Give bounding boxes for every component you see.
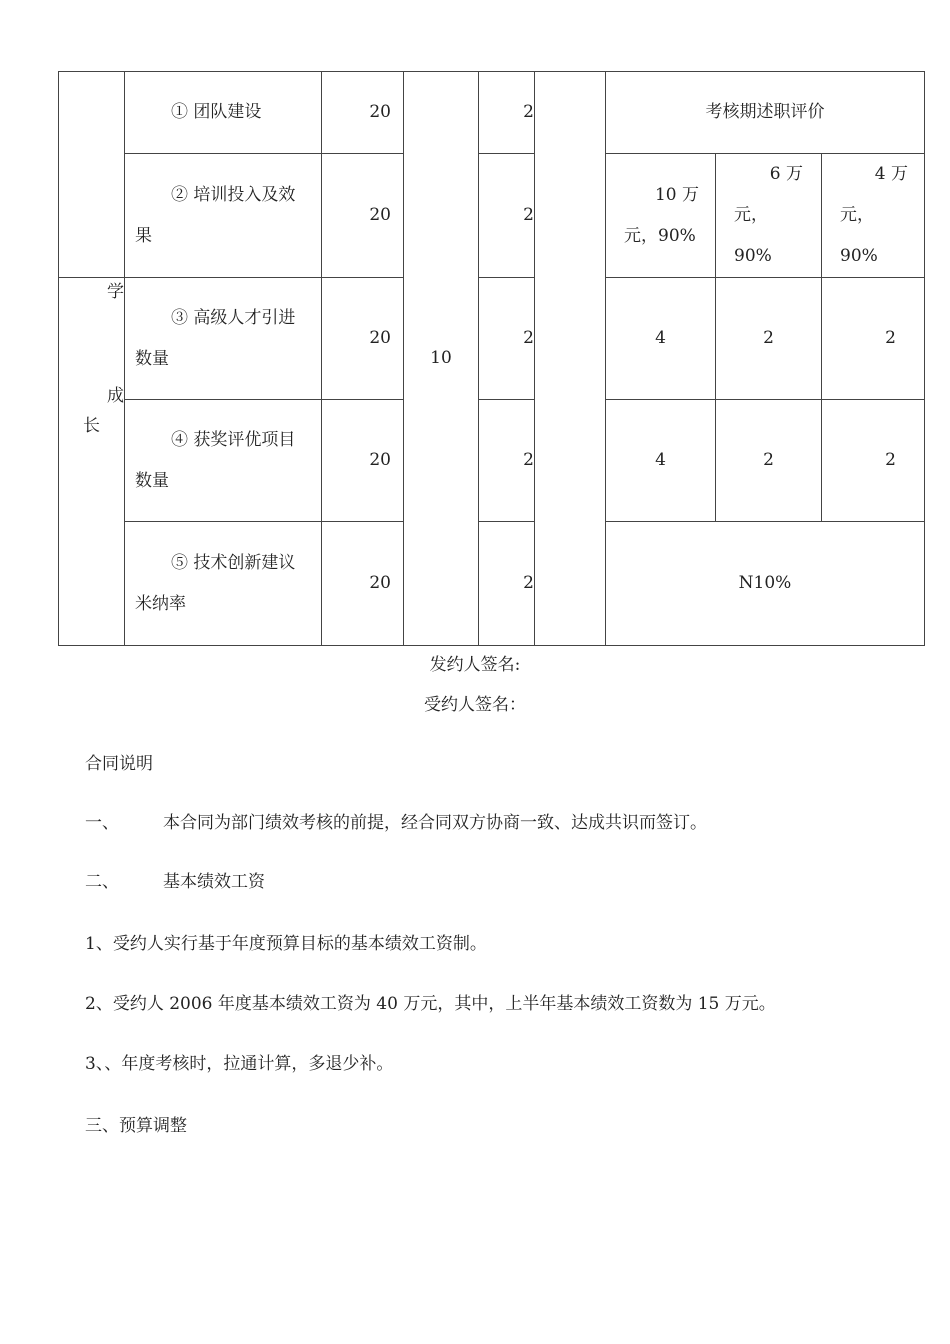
score-cell: 2 — [479, 72, 535, 154]
eval-header: 考核期述职评价 — [606, 72, 925, 154]
target-cell: 2 — [716, 400, 822, 522]
category-char: 学 — [107, 282, 124, 302]
score-cell: 2 — [479, 278, 535, 400]
item-talent: ③ 高级人才引进 数量 — [125, 278, 322, 400]
target-cell: 4 万 元，90% — [822, 154, 925, 278]
target-cell: 2 — [822, 278, 925, 400]
target-cell: 10 万 元，90% — [606, 154, 716, 278]
item-awards: ④ 获奖评优项目 数量 — [125, 400, 322, 522]
weight-cell: 20 — [322, 278, 404, 400]
target-cell: 4 — [606, 278, 716, 400]
weight-cell: 20 — [322, 72, 404, 154]
issuer-signature: 发约人签名: — [429, 655, 521, 675]
note-paragraph-2: 二、 基本绩效工资 — [85, 872, 265, 892]
item-team-building: ① 团队建设 — [125, 72, 322, 154]
weight-cell: 20 — [322, 400, 404, 522]
note-paragraph-1: 一、 本合同为部门绩效考核的前提，经合同双方协商一致、达成共识而签订。 — [85, 813, 707, 833]
weight-cell: 20 — [322, 154, 404, 278]
target-cell: 4 — [606, 400, 716, 522]
item-innovation: ⑤ 技术创新建议 米纳率 — [125, 522, 322, 646]
table-row — [59, 400, 925, 522]
item-training: ② 培训投入及效 果 — [125, 154, 322, 278]
table-row — [59, 154, 925, 278]
score-cell: 2 — [479, 400, 535, 522]
table-row — [59, 522, 925, 646]
category-char: 长 — [83, 416, 100, 436]
target-cell: 2 — [716, 278, 822, 400]
innovation-target: N10% — [606, 522, 925, 646]
target-cell: 2 — [822, 400, 925, 522]
category-cell-top — [59, 72, 125, 278]
table-row — [59, 72, 925, 154]
recipient-signature: 受约人签名： — [424, 695, 526, 715]
score-cell: 2 — [479, 522, 535, 646]
note-paragraph-4: 2、受约人 2006 年度基本绩效工资为 40 万元，其中，上半年基本绩效工资数为 15 万元。 — [85, 994, 776, 1014]
assessment-table — [58, 71, 925, 646]
category-label-cell — [59, 278, 125, 646]
table-row — [59, 278, 925, 400]
category-char: 成 — [107, 386, 124, 406]
note-paragraph-5: 3、、年度考核时，拉通计算，多退少补。 — [85, 1054, 394, 1074]
score-cell: 2 — [479, 154, 535, 278]
target-cell: 6 万 元，90% — [716, 154, 822, 278]
merged-score-cell: 10 — [404, 72, 479, 646]
blank-column-cell — [535, 72, 606, 646]
notes-heading: 合同说明 — [85, 754, 153, 774]
weight-cell: 20 — [322, 522, 404, 646]
note-paragraph-6: 三、预算调整 — [85, 1116, 187, 1136]
note-paragraph-3: 1、受约人实行基于年度预算目标的基本绩效工资制。 — [85, 934, 487, 954]
